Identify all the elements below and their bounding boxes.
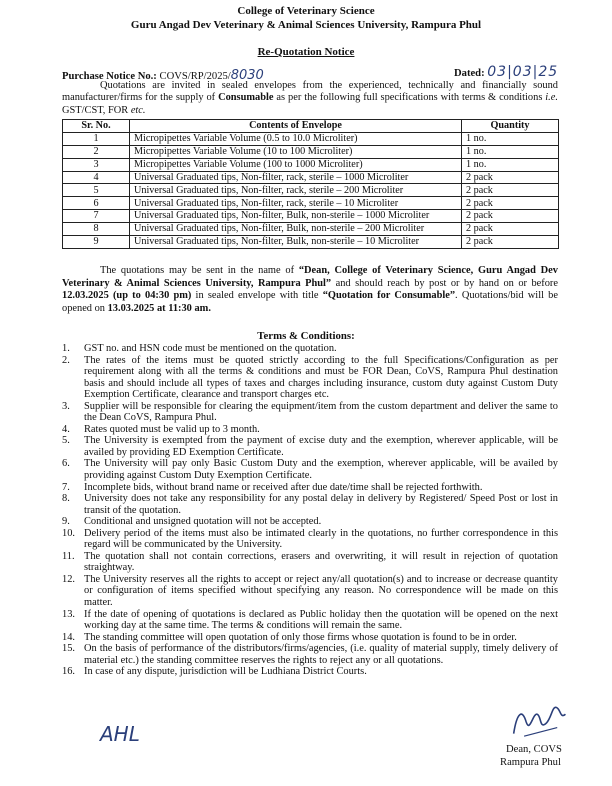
- contents-cell: Micropipettes Variable Volume (10 to 100 Microliter): [130, 145, 462, 158]
- qty-cell: 2 pack: [462, 171, 559, 184]
- table-row: [63, 184, 559, 197]
- sr-cell: 6: [63, 197, 130, 210]
- terms-list: [62, 343, 558, 678]
- sr-cell: 3: [63, 158, 130, 171]
- submission-text-3: in sealed envelope with title: [191, 290, 323, 302]
- table-row: [63, 197, 559, 210]
- header-contents: Contents of Envelope: [130, 120, 462, 133]
- sr-cell: 2: [63, 145, 130, 158]
- submission-text-4: . Quotations/bid will be opened on: [62, 290, 558, 314]
- list-item: 14. The standing committee will open quotation of only those firms whose quotation is found to be in order.: [62, 631, 517, 643]
- table-row: [63, 223, 559, 236]
- list-item: 8. University does not take any responsibility for any postal delay in delivery by Registered/ Speed Post or lost in transit of the quotation.: [62, 493, 558, 516]
- dated-line: [454, 64, 558, 80]
- contents-cell: Micropipettes Variable Volume (100 to 1000 Microliter): [130, 158, 462, 171]
- handwritten-notice-number: 8030: [230, 68, 264, 83]
- submission-deadline: 12.03.2025 (up to 04:30 pm): [62, 290, 192, 302]
- intro-paragraph: [62, 80, 558, 117]
- dated-label: Dated:: [454, 68, 485, 79]
- table-row: [63, 132, 559, 145]
- university-name: Guru Angad Dev Veterinary & Animal Sciences University, Rampura Phul: [130, 19, 482, 31]
- header-sr-no: Sr. No.: [63, 120, 130, 133]
- table-row: [63, 236, 559, 249]
- list-item: 1. GST no. and HSN code must be mentioned on the quotation.: [62, 343, 337, 354]
- list-item: 15. On the basis of performance of the distributors/firms/agencies, (i.e. quality of material supply, timely delivery of material etc.) the standing committee reserves the rights to reject any or all quotations.: [62, 643, 558, 666]
- qty-cell: 2 pack: [462, 184, 559, 197]
- sr-cell: 4: [63, 171, 130, 184]
- qty-cell: 2 pack: [462, 197, 559, 210]
- table-row: [63, 158, 559, 171]
- table-header-row: [63, 120, 559, 133]
- list-item: 12. The University reserves all the rights to accept or reject any/all quotation(s) and to increase or decrease quantity or configuration of items specified without specifying any reason. No correspondence will be made on this matter.: [62, 573, 558, 609]
- intro-italic-2: etc.: [130, 104, 146, 116]
- intro-bold: Consumable: [218, 92, 274, 104]
- list-item: 7. Incomplete bids, without brand name or received after due date/time shall be rejected forthwith.: [62, 481, 483, 493]
- college-name: College of Veterinary Science: [237, 5, 375, 17]
- purchase-notice-prefix: COVS/RP/2025/: [159, 71, 231, 82]
- intro-italic: i.e.: [545, 92, 558, 104]
- list-item: 3. Supplier will be responsible for clearing the equipment/item from the custom department and deliver the same to the Dean CoVS, Rampura Phul.: [62, 400, 558, 424]
- list-item: 16. In case of any dispute, jurisdiction will be Ludhiana District Courts.: [62, 666, 367, 678]
- table-row: [63, 145, 559, 158]
- signature-scribble: [506, 696, 573, 744]
- list-item: 13. If the date of opening of quotations is declared as Public holiday then the quotation will be opened on the next working day at the same time. The terms & conditions will remain the same.: [62, 608, 558, 632]
- sr-cell: 5: [63, 184, 130, 197]
- table-row: [63, 210, 559, 223]
- qty-cell: 1 no.: [462, 145, 559, 158]
- list-item: 2. The rates of the items must be quoted strictly according to the full Specifications/Configuration as per requirement along with all the terms & conditions and must be FOR Dean, CoVS, Rampura Phul destination basis and should include all types of taxes and charges including insurance, custom duty against Custom Duty Exemption Certificate, clearance and transport charges etc.: [62, 354, 558, 401]
- intro-text-1: Quotations are invited in sealed envelopes from the experienced, technically and financially sound manufacturer/firms for the supply of: [62, 80, 558, 104]
- list-item: 4. Rates quoted must be valid up to 3 month.: [62, 423, 260, 435]
- handwritten-initials: AHL: [100, 722, 140, 746]
- signatory-title: Dean, COVS: [506, 744, 562, 755]
- list-item: 5. The University is exempted from the payment of excise duty and the exemption, wherever applicable, will be availed by providing ED Exemption Certificate.: [62, 435, 558, 458]
- purchase-notice-label: Purchase Notice No.:: [62, 71, 157, 82]
- handwritten-date: 03|03|25: [487, 64, 559, 80]
- contents-cell: Micropipettes Variable Volume (0.5 to 10.0 Microliter): [130, 132, 462, 145]
- contents-cell: Universal Graduated tips, Non-filter, Bulk, non-sterile – 200 Microliter: [130, 223, 462, 236]
- submission-addressee: “Dean, College of Veterinary Science, Guru Angad Dev Veterinary & Animal Sciences University, Rampura Phul”: [62, 265, 558, 289]
- intro-text-3: GST/CST, FOR: [62, 104, 131, 116]
- contents-cell: Universal Graduated tips, Non-filter, rack, sterile – 200 Microliter: [130, 184, 462, 197]
- contents-cell: Universal Graduated tips, Non-filter, rack, sterile – 1000 Microliter: [130, 171, 462, 184]
- notice-title: Re-Quotation Notice: [257, 46, 355, 58]
- intro-text-2: as per the following full specifications with terms & conditions: [273, 92, 546, 104]
- qty-cell: 2 pack: [462, 210, 559, 223]
- signatory-location: Rampura Phul: [500, 757, 561, 768]
- terms-title: Terms & Conditions:: [257, 330, 355, 342]
- submission-text-2: and should reach by post or by hand on or before: [331, 277, 558, 289]
- sr-cell: 9: [63, 236, 130, 249]
- submission-paragraph: [62, 265, 558, 315]
- qty-cell: 1 no.: [462, 132, 559, 145]
- list-item: 9. Conditional and unsigned quotation will not be accepted.: [62, 516, 322, 528]
- sr-cell: 8: [63, 223, 130, 236]
- sr-cell: 7: [63, 210, 130, 223]
- submission-text-1: The quotations may be sent in the name of: [100, 265, 299, 276]
- items-table: [62, 119, 559, 249]
- qty-cell: 1 no.: [462, 158, 559, 171]
- qty-cell: 2 pack: [462, 223, 559, 236]
- sr-cell: 1: [63, 132, 130, 145]
- list-item: 10. Delivery period of the items must also be intimated clearly in the quotations, no further correspondence in this regard will be communicated by the University.: [62, 527, 558, 551]
- submission-envelope-title: “Quotation for Consumable”: [322, 290, 456, 302]
- submission-opening-date: 13.03.2025 at 11:30 am.: [107, 302, 211, 314]
- contents-cell: Universal Graduated tips, Non-filter, Bulk, non-sterile – 10 Microliter: [130, 236, 462, 249]
- qty-cell: 2 pack: [462, 236, 559, 249]
- list-item: 11. The quotation shall not contain corrections, erasers and overwriting, it will result in rejection of quotation straightway.: [62, 550, 558, 574]
- header-quantity: Quantity: [462, 120, 559, 133]
- table-row: [63, 171, 559, 184]
- list-item: 6. The University will pay only Basic Custom Duty and the exemption, wherever applicable, will be availed by providing against Custom Duty Exemption Certificate.: [62, 458, 558, 482]
- contents-cell: Universal Graduated tips, Non-filter, rack, sterile – 10 Microliter: [130, 197, 462, 210]
- contents-cell: Universal Graduated tips, Non-filter, Bulk, non-sterile – 1000 Microliter: [130, 210, 462, 223]
